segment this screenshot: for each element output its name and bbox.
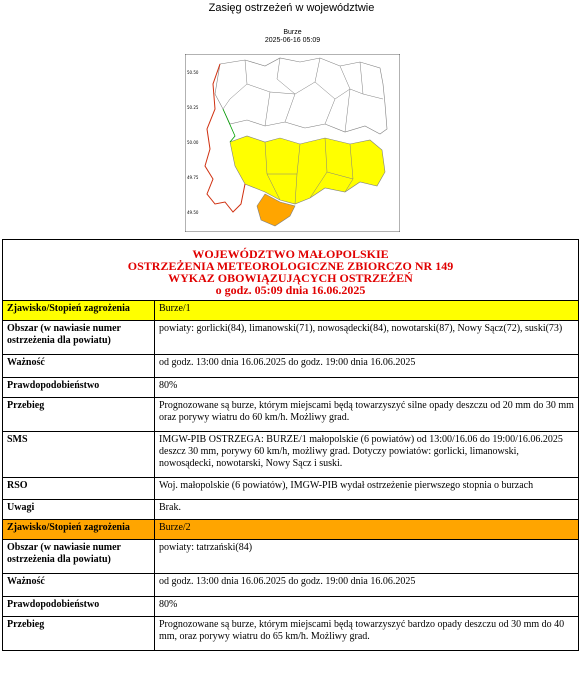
level-label: Zjawisko/Stopień zagrożenia [3,520,155,540]
sms-value: IMGW-PIB OSTRZEGA: BURZE/1 małopolskie (6 powiatów) od 13:00/16.06 do 19:00/16.06.2025 deszcz 30 mm, porywy 60 km/h, możliwy grad. Dotyczy powiatów: gorlicki, limanowski, nowosądecki, nowotarski, Nowy Sącz i suski. [155,432,579,478]
header-list-title: WYKAZ OBOWIĄZUJĄCYCH OSTRZEŻEŃ [168,271,413,285]
table-row [3,574,579,597]
level-value: Burze/1 [155,301,579,321]
probability-label: Prawdopodobieństwo [3,378,155,398]
course-label: Przebieg [3,617,155,651]
table-row [3,378,579,398]
course-value: Prognozowane są burze, którym miejscami będą towarzyszyć bardzo opady deszczu od 30 mm do 40 mm, oraz porywy wiatru do 65 km/h. Możliwy grad. [155,617,579,651]
area-value: powiaty: tatrzański(84) [155,540,579,574]
table-row [3,617,579,651]
table-row [3,301,579,321]
table-header [3,240,579,301]
page-title: Zasięg ostrzeżeń w województwie [208,2,375,14]
notes-label: Uwagi [3,500,155,520]
validity-label: Ważność [3,355,155,378]
map-phenomenon: Burze [283,29,302,36]
rso-value: Woj. małopolskie (6 powiatów), IMGW-PIB wydał ostrzeżenie pierwszego stopnia o burzach [155,478,579,500]
table-row [3,520,579,540]
header-bulletin-number: OSTRZEŻENIA METEOROLOGICZNE ZBIORCZO NR 149 [127,259,454,273]
probability-value: 80% [155,378,579,398]
area-value: powiaty: gorlicki(84), limanowski(71), nowosądecki(84), nowotarski(87), Nowy Sącz(72), suski(73) [155,321,579,355]
warnings-table [2,239,579,651]
table-row [3,597,579,617]
validity-label: Ważność [3,574,155,597]
notes-value: Brak. [155,500,579,520]
level-label: Zjawisko/Stopień zagrożenia [3,301,155,321]
table-row [3,500,579,520]
header-voivodeship: WOJEWÓDZTWO MAŁOPOLSKIE [192,247,389,261]
table-header-row [3,240,579,301]
course-label: Przebieg [3,398,155,432]
table-row [3,355,579,378]
header-issue-time: o godz. 05:09 dnia 16.06.2025 [215,283,366,297]
area-label: Obszar (w nawiasie numer ostrzeżenia dla powiatu) [3,321,155,355]
lat-label: 50.25 [187,105,199,110]
lat-label: 50.00 [187,140,199,145]
table-row [3,540,579,574]
validity-value: od godz. 13:00 dnia 16.06.2025 do godz. 19:00 dnia 16.06.2025 [155,355,579,378]
warning-map [180,24,405,234]
table-row [3,432,579,478]
table-row [3,478,579,500]
lat-label: 49.75 [187,175,199,180]
validity-value: od godz. 13:00 dnia 16.06.2025 do godz. 19:00 dnia 16.06.2025 [155,574,579,597]
area-label: Obszar (w nawiasie numer ostrzeżenia dla powiatu) [3,540,155,574]
lat-label: 49.50 [187,210,199,215]
sms-label: SMS [3,432,155,478]
map-datetime: 2025-06-16 05:09 [264,37,321,44]
level-value: Burze/2 [155,520,579,540]
probability-label: Prawdopodobieństwo [3,597,155,617]
lat-label: 50.50 [187,70,199,75]
voivodeship-map [185,54,400,232]
table-row [3,321,579,355]
table-row [3,398,579,432]
rso-label: RSO [3,478,155,500]
course-value: Prognozowane są burze, którym miejscami będą towarzyszyć silne opady deszczu od 20 mm do 30 mm oraz porywy wiatru do 60 km/h. Możliwy grad. [155,398,579,432]
probability-value: 80% [155,597,579,617]
